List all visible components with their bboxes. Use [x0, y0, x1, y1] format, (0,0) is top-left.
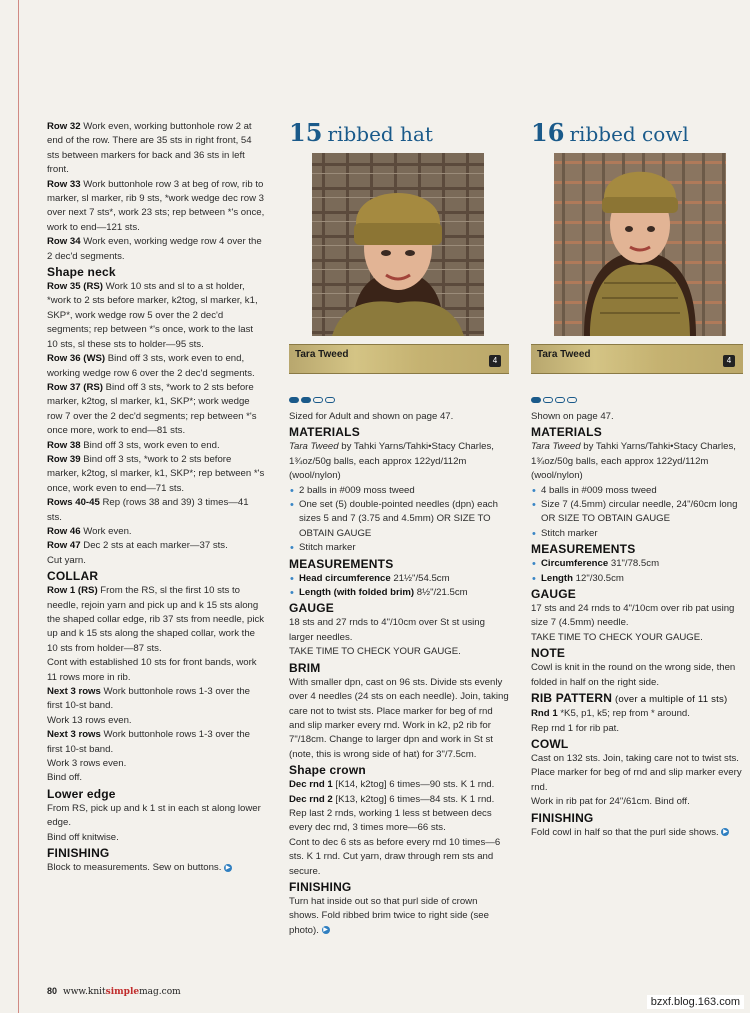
- run-in-label: Next 3 rows: [47, 729, 101, 741]
- section-heading: [531, 737, 749, 752]
- run-in-label: Dec rnd 1: [289, 779, 333, 791]
- paragraph-text: Block to measurements. Sew on buttons.: [47, 862, 222, 874]
- paragraph: [47, 714, 265, 728]
- run-in-label: Row 32: [47, 121, 81, 132]
- paragraph: [289, 440, 509, 483]
- paragraph-text: Cont with established 10 sts for front bands, work 11 rows more in rib.: [47, 657, 257, 683]
- paragraph-text: Rep (rows 38 and 39) 3 times—41 sts.: [47, 497, 249, 523]
- section-heading: [289, 557, 509, 572]
- column-jacket-instructions: [47, 120, 265, 876]
- paragraph: [47, 831, 265, 845]
- paragraph-text: Work in rib pat for 24"/61cm. Bind off.: [531, 796, 690, 808]
- cowl-photo: [554, 153, 726, 336]
- paragraph: [289, 895, 509, 938]
- paragraph-text: Stitch marker: [541, 527, 598, 539]
- paragraph: [47, 453, 265, 496]
- column-hat-instructions: [289, 410, 509, 938]
- paragraph-text: Bind off knitwise.: [47, 831, 119, 843]
- heading-text: COWL: [531, 736, 569, 751]
- paragraph-text: Shown on page 47.: [531, 411, 614, 422]
- paragraph: [47, 525, 265, 539]
- section-heading: [289, 601, 509, 616]
- paragraph-text: Bind off 3 sts, *work to 2 sts before marker, k2tog, sl marker, k1, SKP*; work wedge row 7 over the 2 dec'd segments; rep between *'s once more, work to end—81 sts.: [47, 381, 257, 437]
- paragraph-text: by Tahki Yarns/Tahki•Stacy Charles, 1¾oz/50g balls, each approx 122yd/112m (wool/nylon): [289, 441, 494, 482]
- section-heading: [289, 425, 509, 440]
- run-in-label: Row 35 (RS): [47, 281, 103, 293]
- run-in-label: Row 1 (RS): [47, 585, 98, 597]
- end-of-article-icon: ▶: [323, 927, 328, 934]
- paragraph: [531, 752, 749, 795]
- run-in-label: Row 47: [47, 540, 81, 552]
- run-in-label: Rows 40-45: [47, 497, 100, 509]
- paragraph-text: Bind off 3 sts, work even to end.: [80, 439, 220, 451]
- paragraph: [289, 807, 509, 836]
- paragraph: [289, 645, 509, 659]
- yarn-name: Tara Tweed: [531, 441, 581, 453]
- paragraph-text: Bind off 3 sts, *work to 2 sts before marker, k2tog, sl marker, k1, SKP*; rep between *'s once, work even to end—71 sts.: [47, 453, 265, 494]
- paragraph: [531, 440, 749, 483]
- footer-url-pre: www.knit: [63, 987, 106, 997]
- list-item: [531, 498, 749, 527]
- footer-url-post: mag.com: [139, 987, 181, 997]
- paragraph-text: From the RS, sl the first 10 sts to needle, rejoin yarn and pick up and k 15 sts along the shaped collar edge, rib 37 sts from needle, pick up and k 15 sts along the shaped collar, work the 10 sts from holder—87 sts.: [47, 585, 265, 654]
- page-footer: [47, 986, 181, 997]
- paragraph-text: Cast on 132 sts. Join, taking care not to twist sts. Place marker for beg of rnd and slip marker every rnd.: [531, 752, 742, 793]
- paragraph-text: Stitch marker: [299, 542, 356, 554]
- paragraph: [289, 793, 509, 807]
- paragraph: [47, 554, 265, 568]
- heading-text: RIB PATTERN: [531, 691, 613, 706]
- section-heading: [531, 811, 749, 826]
- run-in-label: Circumference: [541, 558, 609, 570]
- paragraph-text: 17 sts and 24 rnds to 4"/10cm over rib pat using size 7 (4.5mm) needle.: [531, 603, 735, 629]
- section-heading: [47, 787, 265, 802]
- heading-text: MATERIALS: [531, 425, 602, 440]
- hat-yarn-label: Tara Tweed: [295, 349, 349, 360]
- paragraph: [47, 728, 265, 757]
- heading-subtext: (over a multiple of 11 sts): [612, 694, 728, 706]
- section-heading: [289, 661, 509, 676]
- section-heading: [531, 425, 749, 440]
- run-in-label: Row 36 (WS): [47, 353, 106, 365]
- list-item: [289, 484, 509, 498]
- paragraph: [47, 539, 265, 553]
- paragraph-text: Work even.: [80, 525, 132, 537]
- run-in-label: Row 37 (RS): [47, 381, 103, 393]
- paragraph-text: Cont to dec 6 sts as before every rnd 10 times—6 sts. K 1 rnd. Cut yarn, draw through rem sts and secure.: [289, 836, 501, 877]
- paragraph-text: 21½"/54.5cm: [390, 572, 450, 584]
- paragraph-text: One set (5) double-pointed needles (dpn) each sizes 5 and 7 (3.75 and 4.5mm) OR SIZE TO OBTAIN GAUGE: [299, 499, 498, 539]
- paragraph-text: Fold cowl in half so that the purl side shows.: [531, 826, 719, 838]
- heading-text: FINISHING: [47, 846, 110, 861]
- paragraph-text: [K14, k2tog] 6 times—90 sts. K 1 rnd.: [332, 779, 495, 791]
- paragraph: [531, 631, 749, 645]
- paragraph-text: Cut yarn.: [47, 554, 86, 566]
- heading-text: Shape neck: [47, 265, 116, 280]
- cowl-name: ribbed cowl: [569, 122, 689, 146]
- paragraph-text: Bind off.: [47, 772, 83, 784]
- section-heading: [531, 646, 749, 661]
- run-in-label: Row 38: [47, 439, 81, 451]
- paragraph-text: Work buttonhole rows 1-3 over the first 10-st band.: [47, 729, 250, 755]
- paragraph-text: Work buttonhole row 3 at beg of row, rib to marker, sl marker, rib 9 sts, *work wedge dec row 3 over next 7 sts*, work 23 sts; rep between *'s once, work to end—121 sts.: [47, 178, 265, 233]
- paragraph: [531, 707, 749, 721]
- list-item: [289, 541, 509, 555]
- end-of-article-icon: ▶: [723, 829, 728, 835]
- list-item: [531, 557, 749, 571]
- paragraph-text: *K5, p1, k5; rep from * around.: [557, 708, 690, 720]
- yarn-weight-icon: 4: [723, 355, 735, 367]
- paragraph-text: 12"/30.5cm: [572, 572, 624, 584]
- cowl-yarn-swatch: [531, 344, 743, 374]
- paragraph: [531, 602, 749, 631]
- cowl-yarn-label: Tara Tweed: [537, 349, 591, 360]
- paragraph: [47, 352, 265, 381]
- paragraph: [531, 826, 749, 840]
- paragraph: [289, 676, 509, 762]
- paragraph-text: 4 balls in #009 moss tweed: [541, 484, 657, 496]
- paragraph-text: Work 10 sts and sl to a st holder, *work to 2 sts before marker, k2tog, sl marker, k1, SKP*, work wedge row 5 over the 2 dec'd segments; rep between *'s once, work to the last 10 sts, sl these sts to holder—95 sts.: [47, 281, 258, 350]
- paragraph: [289, 778, 509, 792]
- heading-text: MEASUREMENTS: [289, 556, 394, 571]
- watermark: bzxf.blog.163.com: [647, 995, 744, 1009]
- margin-rule: [18, 0, 19, 1013]
- paragraph: [531, 722, 749, 736]
- paragraph-text: Dec 2 sts at each marker—37 sts.: [80, 540, 228, 552]
- paragraph-text: Work 3 rows even.: [47, 758, 127, 770]
- paragraph-text: Rep last 2 rnds, working 1 less st between decs every dec rnd, 3 times more—66 sts.: [289, 807, 492, 834]
- paragraph-text: 18 sts and 27 rnds to 4"/10cm over St st using larger needles.: [289, 617, 485, 643]
- paragraph: [47, 178, 265, 236]
- paragraph-text: Bind off 3 sts, work even to end, working wedge row 6 over the 2 dec'd segments.: [47, 353, 255, 379]
- paragraph: [47, 496, 265, 525]
- section-heading: [47, 569, 265, 584]
- hat-yarn-swatch: [289, 344, 509, 374]
- page-number: 80: [47, 986, 58, 996]
- run-in-label: Head circumference: [299, 572, 391, 584]
- heading-text: FINISHING: [531, 810, 594, 825]
- heading-text: FINISHING: [289, 879, 352, 894]
- column-cowl-instructions: [531, 410, 749, 840]
- paragraph: [47, 120, 265, 178]
- paragraph: [289, 836, 509, 879]
- list-item: [531, 484, 749, 498]
- yarn-name: Tara Tweed: [289, 441, 339, 453]
- run-in-label: Next 3 rows: [47, 686, 101, 698]
- paragraph-text: by Tahki Yarns/Tahki•Stacy Charles, 1¾oz/50g balls, each approx 122yd/112m (wool/nylon): [531, 441, 736, 482]
- run-in-label: Row 34: [47, 236, 81, 248]
- heading-text: GAUGE: [531, 587, 577, 602]
- section-heading: [289, 763, 509, 778]
- hat-skill-level-icon: [289, 397, 335, 403]
- list-item: [289, 572, 509, 586]
- hat-title: [289, 118, 433, 147]
- paragraph: [289, 616, 509, 645]
- heading-text: GAUGE: [289, 601, 335, 616]
- paragraph-text: 8½"/21.5cm: [414, 587, 468, 599]
- paragraph: [47, 656, 265, 685]
- paragraph: [47, 235, 265, 264]
- section-heading: [47, 846, 265, 861]
- run-in-label: Length (with folded brim): [299, 587, 415, 599]
- end-of-article-icon: ▶: [225, 864, 231, 871]
- hat-name: ribbed hat: [327, 122, 433, 146]
- paragraph-text: Rep rnd 1 for rib pat.: [531, 722, 619, 734]
- paragraph-text: With smaller dpn, cast on 96 sts. Divide sts evenly over 4 needles (24 sts on each needle). Join, taking care not to twist sts. Place marker for beg of rnd and slip marker every rnd. Work in k2, p2 rib for 7"/18cm. Change to larger dpn and work in St st (note, this is wrong side of hat) for 3"/7.5cm.: [289, 676, 509, 760]
- run-in-label: Rnd 1: [531, 708, 558, 720]
- hat-number: 15: [289, 118, 323, 147]
- section-heading: [47, 265, 265, 280]
- paragraph: [47, 280, 265, 352]
- list-item: [531, 527, 749, 541]
- paragraph: [531, 795, 749, 809]
- paragraph-text: TAKE TIME TO CHECK YOUR GAUGE.: [289, 646, 461, 658]
- cowl-title: [531, 118, 689, 147]
- heading-text: COLLAR: [47, 569, 99, 584]
- paragraph: [531, 661, 749, 690]
- heading-text: Shape crown: [289, 763, 366, 778]
- cowl-number: 16: [531, 118, 565, 147]
- list-item: [289, 586, 509, 600]
- paragraph-text: Sized for Adult and shown on page 47.: [289, 411, 454, 422]
- paragraph: [531, 410, 749, 424]
- hat-photo: [312, 153, 484, 336]
- section-heading: [531, 691, 749, 707]
- paragraph: [47, 439, 265, 453]
- list-item: [289, 498, 509, 541]
- run-in-label: Length: [541, 572, 573, 584]
- paragraph-text: Work 13 rows even.: [47, 714, 132, 726]
- heading-text: Lower edge: [47, 786, 116, 801]
- paragraph-text: Cowl is knit in the round on the wrong side, then folded in half on the right side.: [531, 662, 736, 688]
- section-heading: [531, 587, 749, 602]
- paragraph: [289, 410, 509, 424]
- run-in-label: Dec rnd 2: [289, 793, 333, 805]
- heading-text: BRIM: [289, 660, 321, 675]
- section-heading: [289, 880, 509, 895]
- section-heading: [531, 542, 749, 557]
- paragraph-text: [K13, k2tog] 6 times—84 sts. K 1 rnd.: [332, 793, 495, 805]
- paragraph-text: From RS, pick up and k 1 st in each st along lower edge.: [47, 802, 261, 829]
- paragraph-text: 2 balls in #009 moss tweed: [299, 484, 415, 496]
- paragraph: [47, 757, 265, 771]
- paragraph: [47, 584, 265, 656]
- paragraph: [47, 685, 265, 714]
- paragraph-text: Turn hat inside out so that purl side of crown shows. Fold ribbed brim twice to right side (see photo).: [289, 895, 489, 936]
- run-in-label: Row 39: [47, 453, 81, 465]
- list-item: [531, 572, 749, 586]
- paragraph-text: Work buttonhole rows 1-3 over the first 10-st band.: [47, 686, 250, 712]
- paragraph: [47, 802, 265, 831]
- paragraph-text: TAKE TIME TO CHECK YOUR GAUGE.: [531, 631, 703, 643]
- paragraph: [47, 861, 265, 875]
- heading-text: MATERIALS: [289, 425, 360, 440]
- yarn-weight-icon: 4: [489, 355, 501, 367]
- run-in-label: Row 33: [47, 178, 81, 190]
- paragraph-text: Work even, working wedge row 4 over the 2 dec'd segments.: [47, 236, 262, 262]
- paragraph-text: 31"/78.5cm: [608, 558, 660, 570]
- footer-url-brand: simple: [105, 987, 140, 997]
- run-in-label: Row 46: [47, 525, 81, 537]
- paragraph-text: Work even, working buttonhole row 2 at end of the row. There are 35 sts in right front, 54 sts between markers for back and 36 sts in left front.: [47, 121, 252, 176]
- heading-text: MEASUREMENTS: [531, 542, 636, 557]
- paragraph: [47, 771, 265, 785]
- paragraph-text: Size 7 (4.5mm) circular needle, 24"/60cm long OR SIZE TO OBTAIN GAUGE: [541, 499, 738, 525]
- heading-text: NOTE: [531, 646, 566, 661]
- cowl-skill-level-icon: [531, 397, 577, 403]
- paragraph: [47, 381, 265, 439]
